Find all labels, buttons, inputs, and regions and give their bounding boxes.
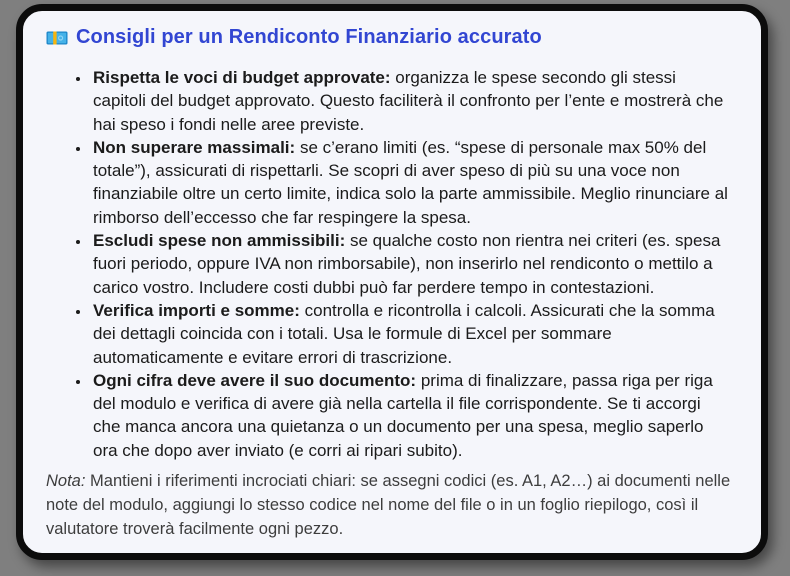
bullet-body: se qualche costo non rientra nei criteri (es. spesa fuori periodo, oppure IVA non rimborsabile), non inserirlo nel rendiconto o mettilo a carico vostro. Includere costi dubbi può far perdere tempo in contestazioni. [93, 231, 721, 297]
list-item [91, 299, 729, 369]
list-item [91, 136, 729, 229]
card-title-text: Consigli per un Rendiconto Finanziario accurato [76, 26, 542, 48]
bullet-lead: Non superare massimali: [93, 137, 296, 157]
bullet-body: prima di finalizzare, passa riga per riga del modulo e verifica di avere già nella cartella il file corrispondente. Se ti accorgi che manca ancora una quietanza o un documento per una spesa, meglio saperlo ora che dopo aver inviato (e corri ai ripari subito). [93, 370, 713, 460]
bullet-lead: Ogni cifra deve avere il suo documento: [93, 370, 417, 390]
card-title [46, 26, 735, 49]
list-item [91, 229, 729, 299]
note-label: Nota: [46, 472, 86, 491]
note-body: Mantieni i riferimenti incrociati chiari: se assegni codici (es. A1, A2…) ai documenti nelle note del modulo, aggiungi lo stesso codice nel nome del file o in un foglio riepilogo, così il valutatore troverà facilmente ogni pezzo. [46, 472, 731, 539]
note-paragraph [46, 469, 735, 541]
euro-banknote-icon [46, 29, 68, 47]
bullet-body: se c’erano limiti (es. “spese di personale max 50% del totale”), assicurati di rispettarli. Se scopri di aver speso di più su una voce non finanziabile oltre un certo limite, indica solo la parte ammissibile. Meglio rinunciare al rimborso dell’eccesso che far respingere la spesa. [93, 137, 728, 227]
list-item [91, 66, 729, 136]
bullet-body: controlla e ricontrolla i calcoli. Assicurati che la somma dei dettagli coincida con i totali. Usa le formule di Excel per sommare automaticamente e evitare errori di trascrizione. [93, 300, 715, 367]
bullet-lead: Verifica importi e somme: [93, 300, 300, 320]
tips-list [46, 66, 735, 462]
bullet-lead: Rispetta le voci di budget approvate: [93, 68, 391, 87]
bullet-lead: Escludi spese non ammissibili: [93, 231, 346, 251]
list-item [91, 369, 729, 462]
tips-card [16, 4, 768, 560]
bullet-body: organizza le spese secondo gli stessi capitoli del budget approvato. Questo faciliterà il confronto per l’ente e mostrerà che hai speso i fondi nelle aree previste. [93, 68, 724, 134]
